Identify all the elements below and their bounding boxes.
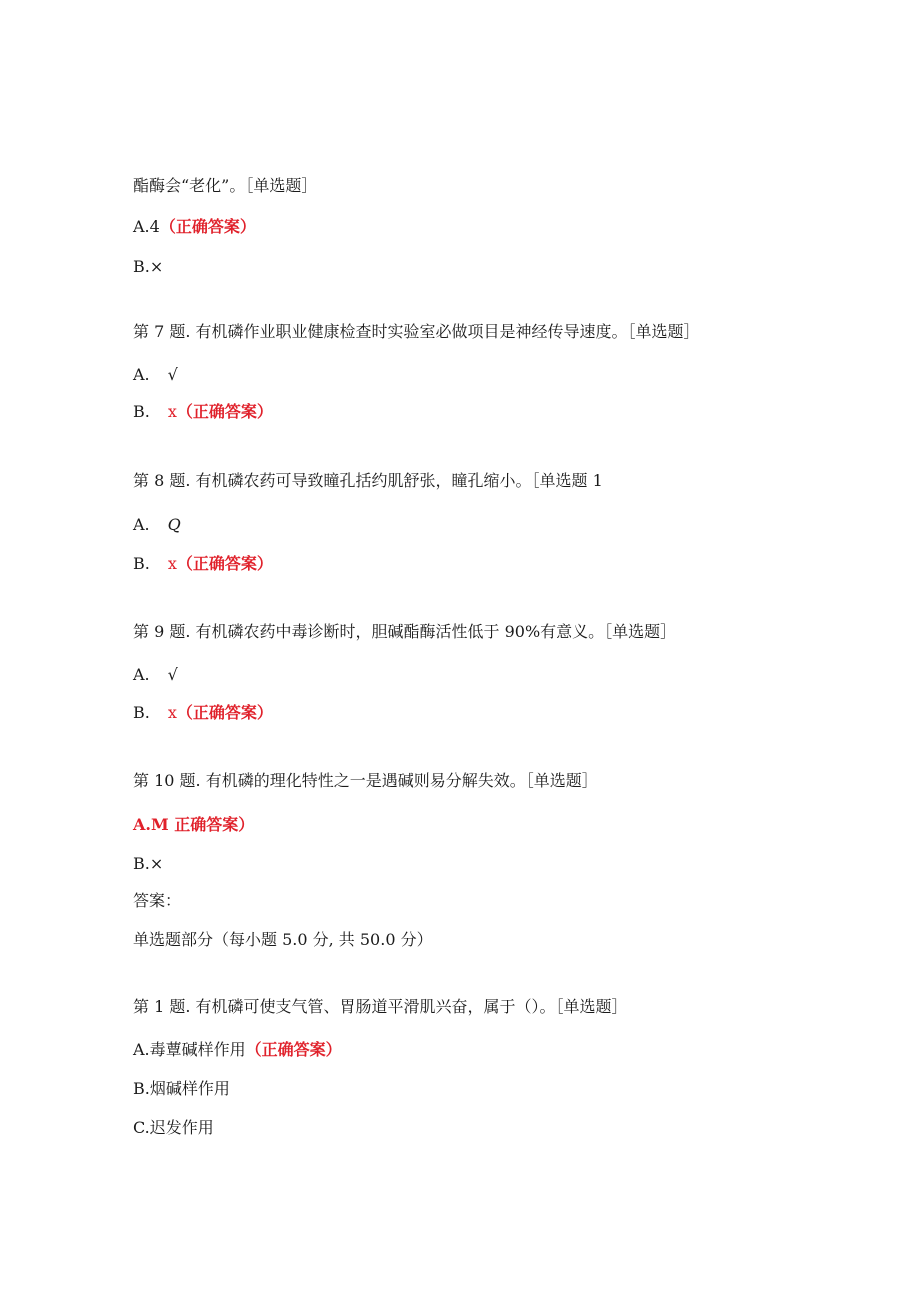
- option-label: A.: [133, 365, 150, 384]
- option-label: A.: [133, 515, 150, 534]
- correct-answer-marker: （正确答案）: [176, 402, 273, 421]
- question-10: 第 10 题. 有机磷的理化特性之一是遇碱则易分解失效。［单选题］: [133, 771, 598, 790]
- correct-answer-marker: （正确答案）: [245, 1040, 342, 1059]
- q8-option-b: [133, 553, 273, 575]
- q9-option-a: [133, 664, 178, 686]
- s1-option-c: C.迟发作用: [133, 1118, 214, 1137]
- q7-option-a: [133, 364, 178, 386]
- correct-answer-marker: （正确答案）: [176, 703, 273, 722]
- option-label: B.: [133, 554, 150, 573]
- option-value: √: [167, 665, 178, 684]
- answer-label: 答案：: [133, 891, 182, 910]
- q10-option-a: A.M 正确答案）: [133, 815, 255, 834]
- option-value: x: [167, 402, 177, 421]
- question-9: 第 9 题. 有机磷农药中毒诊断时，胆碱酯酶活性低于 90%有意义。［单选题］: [133, 622, 677, 641]
- question-7: 第 7 题. 有机磷作业职业健康检查时实验室必做项目是神经传导速度。［单选题］: [133, 322, 700, 341]
- q9-option-b: [133, 702, 273, 724]
- s1-option-b: B.烟碱样作用: [133, 1079, 230, 1098]
- option-value: √: [167, 365, 178, 384]
- correct-answer-marker: （正确答案）: [176, 554, 273, 573]
- option-value: Q: [167, 515, 181, 534]
- single-question-1: 第 1 题. 有机磷可使支气管、胃肠道平滑肌兴奋，属于（）。［单选题］: [133, 997, 628, 1016]
- q7-option-b: [133, 401, 273, 423]
- section-heading: 单选题部分（每小题 5.0 分, 共 50.0 分）: [133, 930, 433, 949]
- s1-option-a: [133, 1039, 342, 1061]
- option-value: x: [167, 703, 177, 722]
- q8-option-a: [133, 514, 181, 536]
- option-label: A.毒蕈碱样作用: [133, 1040, 246, 1059]
- question-text: 酯酶会“老化”。［单选题］: [133, 176, 318, 195]
- option-label: A.: [133, 665, 150, 684]
- option-label: B.: [133, 402, 150, 421]
- option-label: A.4: [133, 217, 160, 236]
- question-8: 第 8 题. 有机磷农药可导致瞳孔括约肌舒张，瞳孔缩小。［单选题 1: [133, 471, 603, 490]
- option-label: B.: [133, 703, 150, 722]
- correct-answer-marker: （正确答案）: [159, 217, 256, 236]
- option-a: [133, 216, 256, 238]
- q10-option-b: B.×: [133, 854, 164, 873]
- option-b: B.×: [133, 257, 164, 276]
- option-value: x: [167, 554, 177, 573]
